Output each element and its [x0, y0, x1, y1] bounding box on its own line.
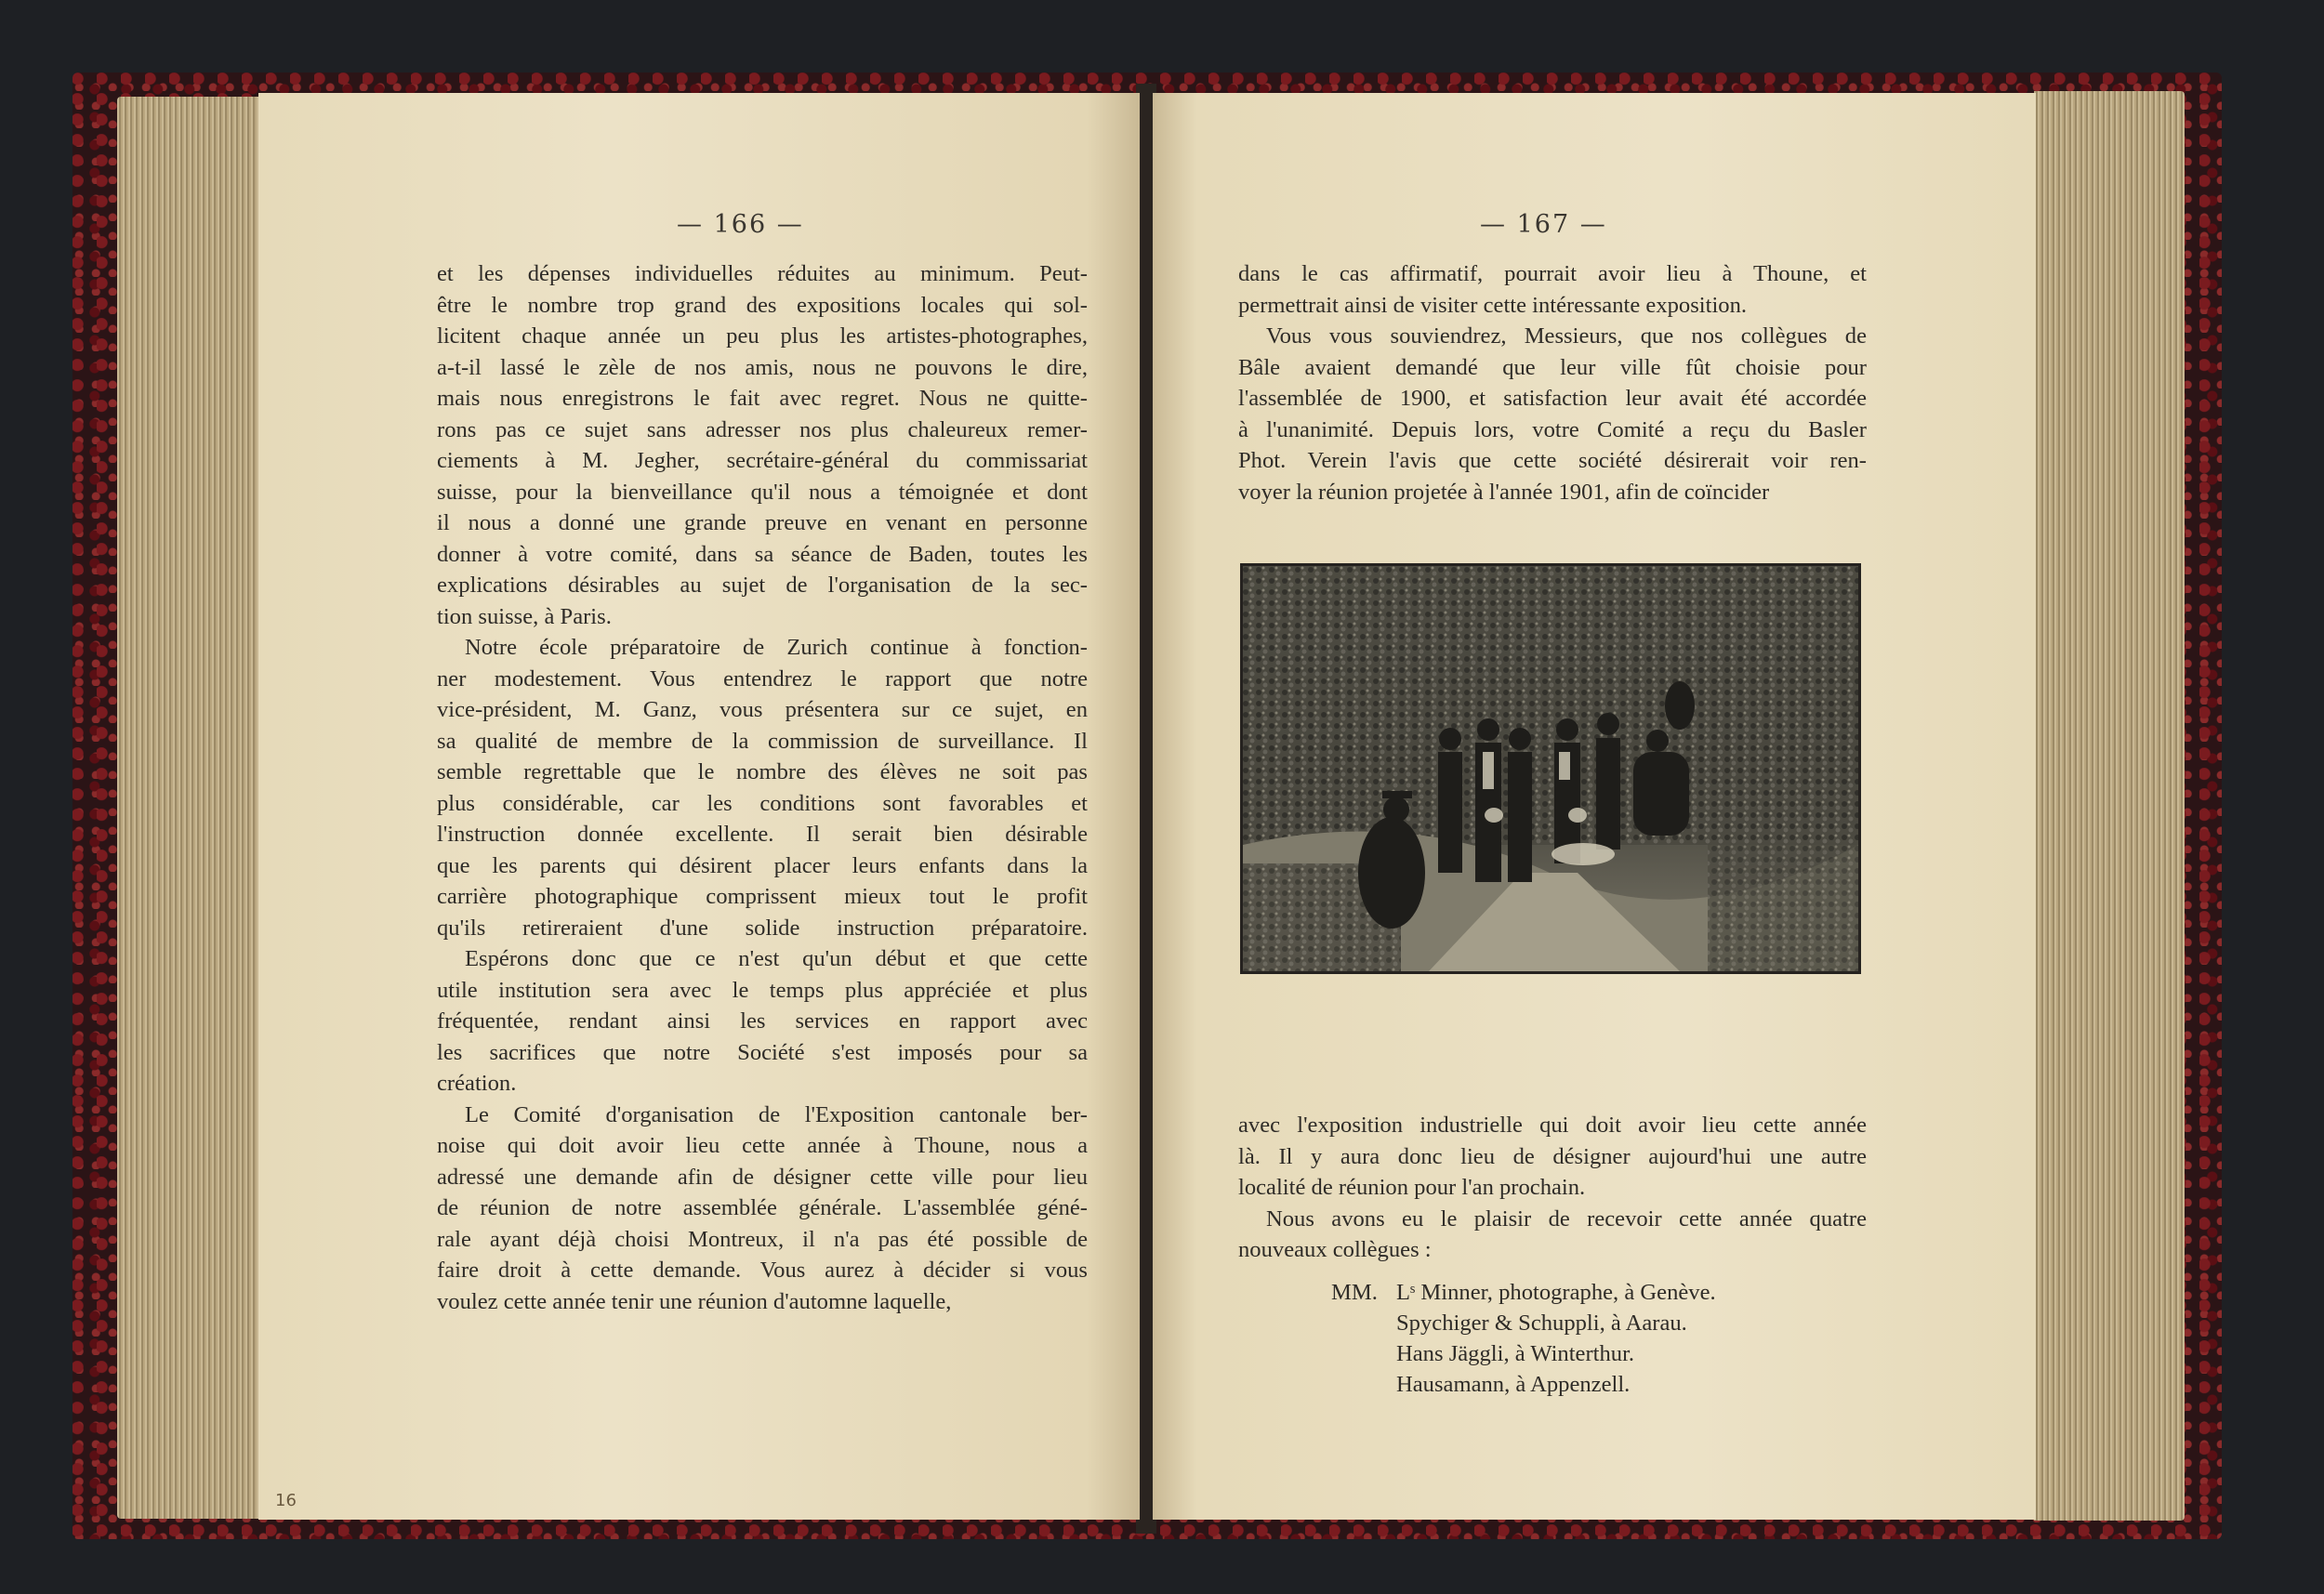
- text-line: être le nombre trop grand des expositions locales qui sol-: [437, 292, 1088, 318]
- text-line: Le Comité d'organisation de l'Exposition cantonale ber-: [465, 1101, 1088, 1127]
- text-line: Notre école préparatoire de Zurich continue à fonction-: [465, 635, 1088, 660]
- group-photograph: [1240, 563, 1861, 974]
- text-line: il nous a donné une grande preuve en venant en personne: [437, 510, 1088, 535]
- text-line: avec l'exposition industrielle qui doit avoir lieu cette année: [1238, 1113, 1867, 1138]
- text-line: utile institution sera avec le temps plus appréciée et plus: [437, 977, 1088, 1003]
- text-line: voulez cette année tenir une réunion d'automne laquelle,: [437, 1288, 952, 1314]
- text-line: licitent chaque année un peu plus les artistes-photographes,: [437, 323, 1088, 349]
- text-line: Vous vous souviendrez, Messieurs, que nos collègues de: [1266, 323, 1867, 349]
- new-members-list: [1331, 1277, 1716, 1400]
- text-line: création.: [437, 1071, 517, 1096]
- text-line: Espérons donc que ce n'est qu'un début et que cette: [465, 946, 1088, 971]
- pencil-annotation: 16: [275, 1491, 297, 1510]
- right-page-body-top: [1238, 258, 1867, 507]
- text-line: plus considérable, car les conditions sont favorables et: [437, 790, 1088, 816]
- member-item: Hans Jäggli, à Winterthur.: [1396, 1341, 1635, 1366]
- text-line: faire droit à cette demande. Vous aurez à décider si vous: [437, 1258, 1088, 1283]
- member-item: Spychiger & Schuppli, à Aarau.: [1396, 1311, 1687, 1336]
- member-item: Hausamann, à Appenzell.: [1396, 1372, 1631, 1397]
- right-page-edges: [2034, 91, 2185, 1521]
- text-line: adressé une demande afin de désigner cette ville pour lieu: [437, 1164, 1088, 1190]
- text-line: Nous avons eu le plaisir de recevoir cette année quatre: [1266, 1205, 1867, 1232]
- text-line: rale ayant déjà choisi Montreux, il n'a pas été possible de: [437, 1226, 1088, 1252]
- text-line: localité de réunion pour l'an prochain.: [1238, 1175, 1586, 1200]
- text-line: ciements à M. Jegher, secrétaire-général du commissariat: [437, 448, 1088, 473]
- text-line: à l'unanimité. Depuis lors, votre Comité a reçu du Basler: [1238, 416, 1867, 442]
- text-line: suisse, pour la bienveillance qu'il nous a témoignée et dont: [437, 479, 1088, 505]
- left-page: [258, 93, 1140, 1520]
- text-line: Bâle avaient demandé que leur ville fût choisie pour: [1238, 354, 1867, 380]
- text-line: mais nous enregistrons le fait avec regret. Nous ne quitte-: [437, 386, 1088, 411]
- text-line: donner à votre comité, dans sa séance de Baden, toutes les: [437, 541, 1088, 567]
- text-line: de réunion de notre assemblée générale. L'assemblée géné-: [437, 1195, 1088, 1220]
- text-line: sa qualité de membre de la commission de surveillance. Il: [437, 728, 1088, 754]
- members-lead: MM.: [1331, 1280, 1378, 1305]
- text-line: les sacrifices que notre Société s'est imposés pour sa: [437, 1039, 1088, 1065]
- text-line: semble regrettable que le nombre des élèves ne soit pas: [437, 759, 1088, 784]
- left-page-edges: [117, 97, 266, 1519]
- text-line: là. Il y aura donc lieu de désigner aujourd'hui une autre: [1238, 1143, 1867, 1169]
- text-line: tion suisse, à Paris.: [437, 603, 612, 629]
- member-item: Lˢ Minner, photographe, à Genève.: [1396, 1280, 1716, 1305]
- text-line: a-t-il lassé le zèle de nos amis, nous ne pouvons le dire,: [437, 354, 1088, 380]
- text-line: ner modestement. Vous entendrez le rapport que notre: [437, 665, 1088, 692]
- text-line: qu'ils retireraient d'une solide instruction préparatoire.: [437, 915, 1088, 941]
- right-page-body-bottom: [1238, 1110, 1867, 1266]
- text-line: vice-président, M. Ganz, vous présentera sur ce sujet, en: [437, 697, 1088, 722]
- text-line: rons pas ce sujet sans adresser nos plus chaleureux remer-: [437, 416, 1088, 442]
- text-line: voyer la réunion projetée à l'année 1901, afin de coïncider: [1238, 479, 1770, 505]
- text-line: explications désirables au sujet de l'organisation de la sec-: [437, 573, 1088, 598]
- text-line: l'instruction donnée excellente. Il serait bien désirable: [437, 822, 1088, 847]
- text-line: dans le cas affirmatif, pourrait avoir lieu à Thoune, et: [1238, 261, 1867, 286]
- left-page-body: [437, 258, 1088, 1317]
- text-line: que les parents qui désirent placer leurs enfants dans la: [437, 852, 1088, 878]
- text-line: noise qui doit avoir lieu cette année à Thoune, nous a: [437, 1133, 1088, 1158]
- page-number: — 166 —: [677, 210, 804, 239]
- text-line: l'assemblée de 1900, et satisfaction leur avait été accordée: [1238, 386, 1867, 411]
- text-line: et les dépenses individuelles réduites au minimum. Peut-: [437, 261, 1088, 286]
- page-number: — 167 —: [1480, 210, 1607, 239]
- photo-image: [1243, 566, 1858, 971]
- text-line: carrière photographique comprissent mieux tout le profit: [437, 884, 1088, 909]
- text-line: permettrait ainsi de visiter cette intéressante exposition.: [1238, 292, 1748, 318]
- text-line: nouveaux collègues :: [1238, 1237, 1432, 1262]
- text-line: Phot. Verein l'avis que cette société désirerait voir ren-: [1238, 448, 1867, 473]
- right-page: [1153, 93, 2036, 1520]
- text-line: fréquentée, rendant ainsi les services en rapport avec: [437, 1008, 1088, 1034]
